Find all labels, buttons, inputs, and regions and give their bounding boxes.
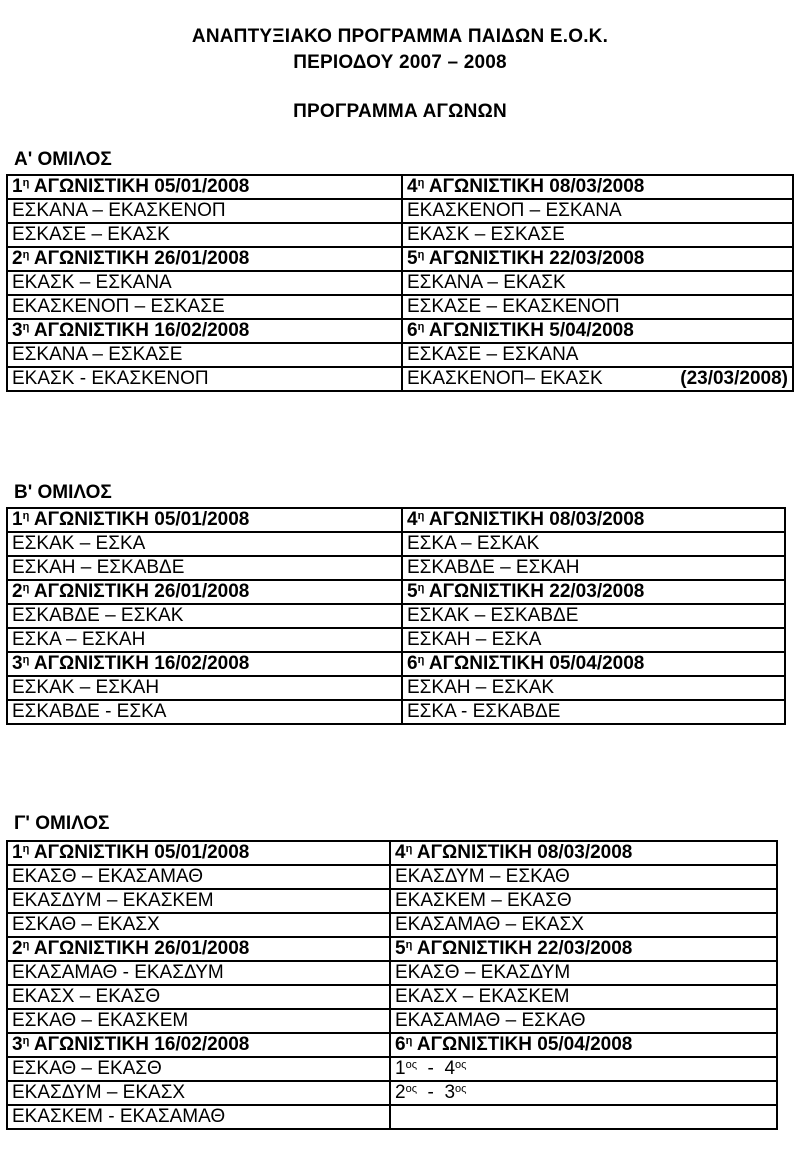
match-cell <box>7 1081 390 1105</box>
match-pairing: ΕΣΚΑ - ΕΣΚΑΒΔΕ <box>407 701 561 722</box>
match-pairing: ΕΣΚΑΗ – ΕΣΚΑΚ <box>407 677 555 698</box>
round-header-cell <box>402 580 785 604</box>
match-pairing: ΕΣΚΑΣΕ – ΕΚΑΣΚ <box>12 224 170 245</box>
group-c-title: Γ' ΟΜΙΛΟΣ <box>14 813 110 834</box>
match-row <box>7 1105 777 1129</box>
match-cell <box>7 295 402 319</box>
match-cell <box>390 865 777 889</box>
ordinal-suffix: η <box>417 177 425 189</box>
round-number: 2 <box>12 938 23 959</box>
match-pairing: ΕΚΑΣΚ – ΕΣΚΑΝΑ <box>12 272 172 293</box>
match-row <box>7 223 793 247</box>
match-row <box>7 367 793 391</box>
match-pairing: ΕΚΑΣΚΕΝΟΠ – ΕΣΚΑΝΑ <box>407 200 622 221</box>
round-number: 2 <box>12 581 23 602</box>
round-number: 6 <box>407 653 418 674</box>
round-number: 2 <box>12 248 23 269</box>
rank-a: 1 <box>395 1058 406 1079</box>
match-row <box>7 676 785 700</box>
round-header-row <box>7 652 785 676</box>
match-pairing: ΕΚΑΣΚΕΜ - ΕΚΑΣΑΜΑΘ <box>12 1106 226 1127</box>
round-label: ΑΓΩΝΙΣΤΙΚΗ 26/01/2008 <box>29 248 250 269</box>
round-number: 5 <box>407 248 418 269</box>
match-row <box>7 1009 777 1033</box>
round-header-cell <box>402 175 793 199</box>
ordinal-suffix: η <box>417 654 425 666</box>
ranking-pairing-cell <box>390 1081 777 1105</box>
match-pairing: ΕΚΑΣΚΕΝΟΠ– ΕΚΑΣΚ <box>407 368 603 389</box>
round-number: 3 <box>12 653 23 674</box>
round-number: 6 <box>407 320 418 341</box>
match-pairing: ΕΣΚΑΝΑ – ΕΚΑΣΚΕΝΟΠ <box>12 200 226 221</box>
match-pairing: ΕΚΑΣΘ – ΕΚΑΣΔΥΜ <box>395 962 571 983</box>
match-cell <box>402 223 793 247</box>
round-label: ΑΓΩΝΙΣΤΙΚΗ 05/01/2008 <box>29 176 250 197</box>
round-number: 3 <box>12 1034 23 1055</box>
round-header-cell <box>7 652 402 676</box>
match-pairing: ΕΚΑΣΔΥΜ – ΕΚΑΣΧ <box>12 1082 186 1103</box>
group-b-schedule-table <box>6 507 786 725</box>
match-cell <box>7 1057 390 1081</box>
match-cell <box>402 628 785 652</box>
match-cell <box>7 889 390 913</box>
match-cell <box>7 532 402 556</box>
rank-b-suffix: ος <box>455 1059 467 1071</box>
match-row <box>7 199 793 223</box>
round-label: ΑΓΩΝΙΣΤΙΚΗ 16/02/2008 <box>29 320 250 341</box>
round-header-cell <box>402 652 785 676</box>
round-header-cell <box>7 247 402 271</box>
match-cell <box>7 271 402 295</box>
match-pairing: ΕΚΑΣΚ – ΕΣΚΑΣΕ <box>407 224 565 245</box>
ordinal-suffix: η <box>22 321 30 333</box>
round-label: ΑΓΩΝΙΣΤΙΚΗ 22/03/2008 <box>424 248 645 269</box>
round-label: ΑΓΩΝΙΣΤΙΚΗ 05/01/2008 <box>29 842 250 863</box>
group-a-schedule-table <box>6 174 794 392</box>
match-cell <box>7 199 402 223</box>
match-pairing: ΕΚΑΣΑΜΑΘ – ΕΣΚΑΘ <box>395 1010 586 1031</box>
round-header-cell <box>402 508 785 532</box>
rank-b: 4 <box>444 1058 456 1079</box>
match-pairing: ΕΣΚΑΝΑ – ΕΣΚΑΣΕ <box>12 344 183 365</box>
match-row <box>7 343 793 367</box>
match-row <box>7 1057 777 1081</box>
round-number: 4 <box>407 509 418 530</box>
round-number: 1 <box>12 176 23 197</box>
round-number: 5 <box>395 938 406 959</box>
ordinal-suffix: η <box>417 510 425 522</box>
match-row <box>7 556 785 580</box>
ranking-pairing-cell <box>390 1057 777 1081</box>
round-label: ΑΓΩΝΙΣΤΙΚΗ 5/04/2008 <box>424 320 634 341</box>
round-header-row <box>7 508 785 532</box>
round-header-row <box>7 175 793 199</box>
match-cell <box>390 913 777 937</box>
round-label: ΑΓΩΝΙΣΤΙΚΗ 16/02/2008 <box>29 1034 250 1055</box>
rank-b-suffix: ος <box>455 1083 467 1095</box>
round-label: ΑΓΩΝΙΣΤΙΚΗ 26/01/2008 <box>29 938 250 959</box>
match-row <box>7 865 777 889</box>
match-cell <box>7 913 390 937</box>
match-cell <box>7 628 402 652</box>
round-header-cell <box>7 580 402 604</box>
round-label: ΑΓΩΝΙΣΤΙΚΗ 05/01/2008 <box>29 509 250 530</box>
round-header-row <box>7 247 793 271</box>
round-header-row <box>7 1033 777 1057</box>
round-header-cell <box>402 319 793 343</box>
ordinal-suffix: η <box>22 843 30 855</box>
match-cell <box>7 1009 390 1033</box>
round-label: ΑΓΩΝΙΣΤΙΚΗ 22/03/2008 <box>412 938 633 959</box>
round-number: 3 <box>12 320 23 341</box>
match-cell <box>390 1009 777 1033</box>
match-cell <box>7 343 402 367</box>
ordinal-suffix: η <box>417 582 425 594</box>
match-pairing: ΕΣΚΑΚ – ΕΣΚΑΒΔΕ <box>407 605 579 626</box>
match-pairing: ΕΣΚΑΚ – ΕΣΚΑΗ <box>12 677 160 698</box>
match-row <box>7 985 777 1009</box>
match-row <box>7 532 785 556</box>
round-label: ΑΓΩΝΙΣΤΙΚΗ 08/03/2008 <box>424 509 645 530</box>
match-pairing: ΕΚΑΣΚ - ΕΚΑΣΚΕΝΟΠ <box>12 368 209 389</box>
match-cell <box>390 961 777 985</box>
round-label: ΑΓΩΝΙΣΤΙΚΗ 26/01/2008 <box>29 581 250 602</box>
round-header-cell <box>7 319 402 343</box>
match-date-note: (23/03/2008) <box>680 368 788 389</box>
match-cell <box>390 1105 777 1129</box>
rank-a: 2 <box>395 1082 406 1103</box>
match-pairing: ΕΣΚΑΒΔΕ – ΕΣΚΑΚ <box>12 605 184 626</box>
match-row <box>7 961 777 985</box>
round-label: ΑΓΩΝΙΣΤΙΚΗ 05/04/2008 <box>412 1034 633 1055</box>
round-header-cell <box>7 841 390 865</box>
match-cell <box>7 604 402 628</box>
round-number: 4 <box>407 176 418 197</box>
match-pairing: ΕΚΑΣΔΥΜ – ΕΣΚΑΘ <box>395 866 570 887</box>
match-cell <box>402 271 793 295</box>
ordinal-suffix: η <box>22 939 30 951</box>
round-header-cell <box>390 1033 777 1057</box>
ordinal-suffix: η <box>22 1035 30 1047</box>
round-number: 6 <box>395 1034 406 1055</box>
season-subtitle: ΠΕΡΙΟΔΟΥ 2007 – 2008 <box>293 52 507 73</box>
document-title: ΑΝΑΠΤΥΞΙΑΚΟ ΠΡΟΓΡΑΜΜΑ ΠΑΙΔΩΝ Ε.Ο.Κ. <box>191 26 609 47</box>
round-number: 4 <box>395 842 406 863</box>
match-cell <box>390 985 777 1009</box>
match-pairing: ΕΚΑΣΑΜΑΘ – ΕΚΑΣΧ <box>395 914 584 935</box>
match-cell <box>402 295 793 319</box>
ordinal-suffix: η <box>22 249 30 261</box>
match-cell <box>390 889 777 913</box>
rank-separator: - <box>417 1082 445 1103</box>
match-pairing: ΕΣΚΑΝΑ – ΕΚΑΣΚ <box>407 272 566 293</box>
match-cell <box>7 223 402 247</box>
round-header-row <box>7 937 777 961</box>
match-cell <box>402 199 793 223</box>
match-row <box>7 889 777 913</box>
match-cell <box>402 343 793 367</box>
round-label: ΑΓΩΝΙΣΤΙΚΗ 08/03/2008 <box>412 842 633 863</box>
round-label: ΑΓΩΝΙΣΤΙΚΗ 22/03/2008 <box>424 581 645 602</box>
match-pairing: ΕΣΚΑΗ – ΕΣΚΑΒΔΕ <box>12 557 185 578</box>
match-cell <box>7 1105 390 1129</box>
round-label: ΑΓΩΝΙΣΤΙΚΗ 05/04/2008 <box>424 653 645 674</box>
ordinal-suffix: η <box>405 1035 413 1047</box>
round-number: 1 <box>12 509 23 530</box>
group-a-title: Α' ΟΜΙΛΟΣ <box>14 149 112 170</box>
match-pairing: ΕΣΚΑΣΕ – ΕΣΚΑΝΑ <box>407 344 579 365</box>
round-header-cell <box>390 937 777 961</box>
match-cell <box>7 676 402 700</box>
match-pairing: ΕΣΚΑΒΔΕ – ΕΣΚΑΗ <box>407 557 580 578</box>
match-cell <box>402 604 785 628</box>
round-label: ΑΓΩΝΙΣΤΙΚΗ 08/03/2008 <box>424 176 645 197</box>
match-pairing: ΕΚΑΣΧ – ΕΚΑΣΚΕΜ <box>395 986 570 1007</box>
match-cell <box>7 985 390 1009</box>
match-cell <box>402 700 785 724</box>
match-row <box>7 1081 777 1105</box>
round-number: 1 <box>12 842 23 863</box>
match-cell <box>7 961 390 985</box>
match-row <box>7 913 777 937</box>
schedule-heading: ΠΡΟΓΡΑΜΜΑ ΑΓΩΝΩΝ <box>293 101 507 122</box>
round-header-row <box>7 580 785 604</box>
match-cell <box>402 676 785 700</box>
match-pairing: ΕΣΚΑΘ – ΕΚΑΣΧ <box>12 914 160 935</box>
match-cell <box>7 700 402 724</box>
rank-separator: - <box>417 1058 445 1079</box>
rank-b: 3 <box>444 1082 456 1103</box>
match-row <box>7 628 785 652</box>
ordinal-suffix: η <box>405 939 413 951</box>
rank-a-suffix: ος <box>405 1059 417 1071</box>
match-row <box>7 700 785 724</box>
round-header-cell <box>7 937 390 961</box>
match-pairing: ΕΣΚΑΚ – ΕΣΚΑ <box>12 533 146 554</box>
match-pairing: ΕΚΑΣΔΥΜ – ΕΚΑΣΚΕΜ <box>12 890 214 911</box>
match-pairing: ΕΣΚΑΗ – ΕΣΚΑ <box>407 629 542 650</box>
ordinal-suffix: η <box>417 321 425 333</box>
match-pairing: ΕΣΚΑΣΕ – ΕΚΑΣΚΕΝΟΠ <box>407 296 620 317</box>
rank-a-suffix: ος <box>405 1083 417 1095</box>
group-c-schedule-table <box>6 840 778 1130</box>
match-cell <box>402 556 785 580</box>
round-header-cell <box>7 508 402 532</box>
round-header-cell <box>402 247 793 271</box>
match-cell <box>7 556 402 580</box>
round-header-cell <box>7 1033 390 1057</box>
round-header-row <box>7 319 793 343</box>
match-pairing: ΕΣΚΑ – ΕΣΚΑΚ <box>407 533 540 554</box>
match-pairing: ΕΣΚΑΒΔΕ - ΕΣΚΑ <box>12 701 167 722</box>
match-pairing: ΕΣΚΑ – ΕΣΚΑΗ <box>12 629 146 650</box>
ordinal-suffix: η <box>22 582 30 594</box>
match-row <box>7 295 793 319</box>
round-header-cell <box>7 175 402 199</box>
round-header-cell <box>390 841 777 865</box>
match-pairing: ΕΣΚΑΘ – ΕΚΑΣΘ <box>12 1058 162 1079</box>
match-pairing: ΕΚΑΣΚΕΝΟΠ – ΕΣΚΑΣΕ <box>12 296 225 317</box>
match-pairing: ΕΚΑΣΧ – ΕΚΑΣΘ <box>12 986 161 1007</box>
ordinal-suffix: η <box>417 249 425 261</box>
ordinal-suffix: η <box>22 177 30 189</box>
match-row <box>7 604 785 628</box>
match-pairing: ΕΚΑΣΑΜΑΘ - ΕΚΑΣΔΥΜ <box>12 962 224 983</box>
group-b-title: Β' ΟΜΙΛΟΣ <box>14 482 112 503</box>
round-header-row <box>7 841 777 865</box>
match-cell <box>7 865 390 889</box>
match-pairing: ΕΚΑΣΚΕΜ – ΕΚΑΣΘ <box>395 890 572 911</box>
match-cell <box>402 367 793 391</box>
match-cell <box>7 367 402 391</box>
match-row <box>7 271 793 295</box>
ordinal-suffix: η <box>22 510 30 522</box>
match-cell <box>402 532 785 556</box>
ordinal-suffix: η <box>405 843 413 855</box>
round-label: ΑΓΩΝΙΣΤΙΚΗ 16/02/2008 <box>29 653 250 674</box>
match-pairing: ΕΣΚΑΘ – ΕΚΑΣΚΕΜ <box>12 1010 189 1031</box>
round-number: 5 <box>407 581 418 602</box>
ordinal-suffix: η <box>22 654 30 666</box>
match-pairing: ΕΚΑΣΘ – ΕΚΑΣΑΜΑΘ <box>12 866 203 887</box>
